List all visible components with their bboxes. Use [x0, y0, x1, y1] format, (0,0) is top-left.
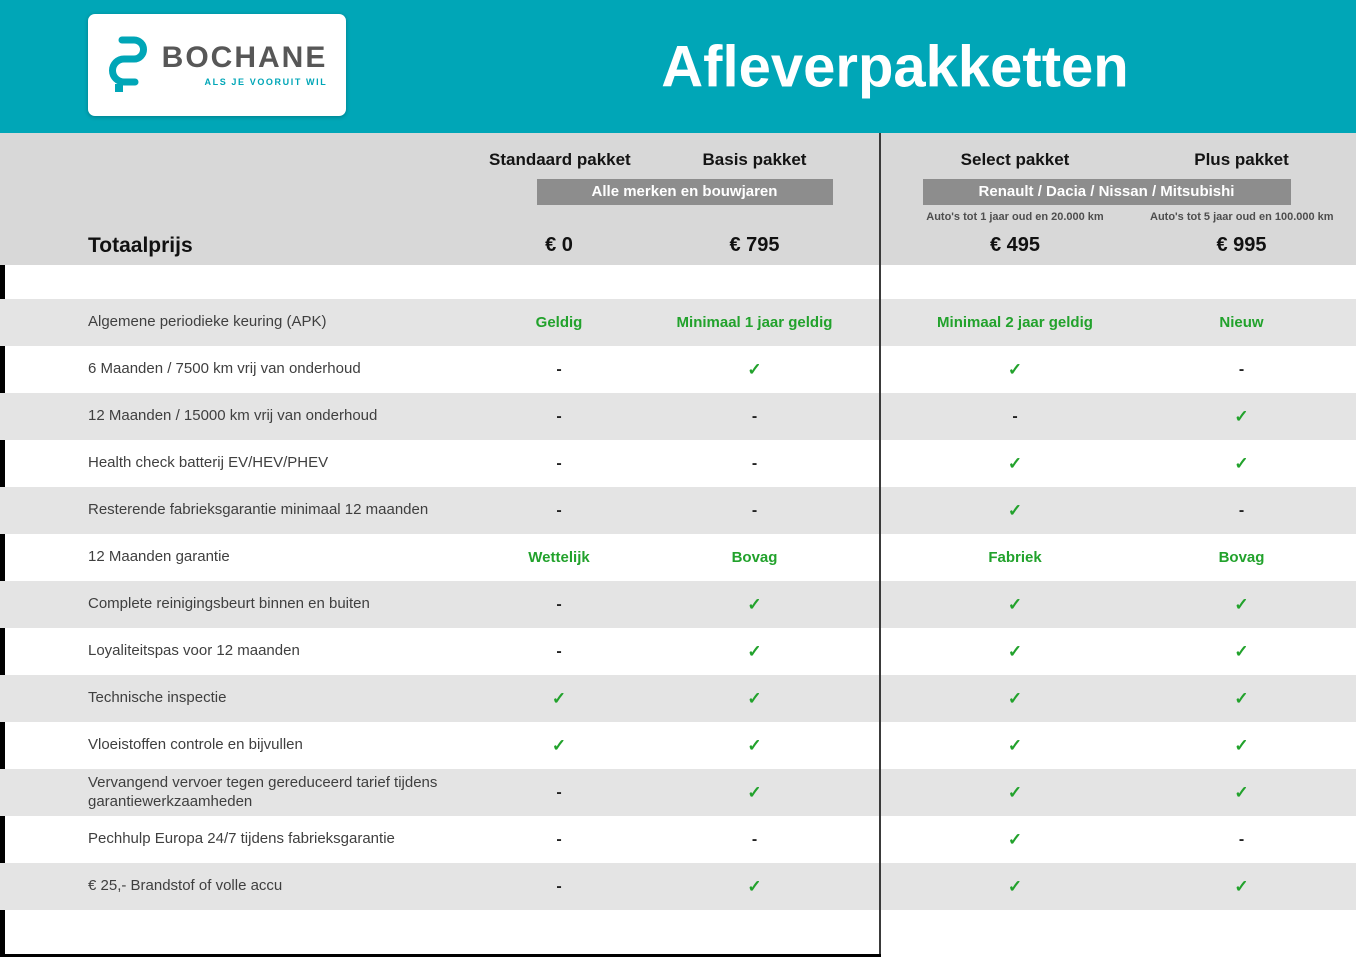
check-icon: ✓: [1007, 829, 1023, 849]
dash-mark: -: [556, 360, 562, 378]
check-icon: ✓: [1007, 359, 1023, 379]
logo-tagline: ALS JE VOORUIT WIL: [204, 77, 328, 87]
check-icon: ✓: [747, 688, 762, 708]
bochane-logo-icon: [107, 33, 153, 97]
totals-row: [0, 226, 1356, 265]
dash-mark: -: [556, 454, 562, 472]
table-row: [0, 346, 1356, 393]
table-row: [0, 769, 1356, 816]
total-price-basis: € 795: [729, 234, 780, 256]
check-icon: ✓: [1007, 594, 1023, 614]
row-label: 12 Maanden garantie: [88, 548, 230, 566]
table-row: [0, 581, 1356, 628]
table-row: [0, 440, 1356, 487]
check-icon: ✓: [1007, 641, 1023, 661]
value-text: Bovag: [731, 549, 778, 566]
total-price-plus: € 995: [1216, 234, 1267, 256]
dash-mark: -: [556, 642, 562, 660]
check-icon: ✓: [747, 735, 762, 755]
table-header: [0, 133, 1356, 265]
dash-mark: -: [556, 595, 562, 613]
bottom-border: [0, 954, 881, 957]
table-row: [0, 299, 1356, 346]
check-icon: ✓: [747, 876, 762, 896]
notes-row: [0, 208, 1356, 226]
column-header-basis: Basis pakket: [702, 150, 807, 169]
check-icon: ✓: [1007, 735, 1023, 755]
value-text: Minimaal 1 jaar geldig: [676, 314, 833, 331]
check-icon: ✓: [1234, 735, 1249, 755]
logo-text: [162, 43, 328, 87]
plus-pakket-note: Auto's tot 5 jaar oud en 100.000 km: [1150, 211, 1334, 223]
check-icon: ✓: [551, 688, 567, 708]
column-header-standaard: Standaard pakket: [489, 150, 631, 169]
table-row: [0, 675, 1356, 722]
column-group-divider: [879, 133, 881, 957]
check-icon: ✓: [747, 594, 762, 614]
check-icon: ✓: [1234, 688, 1249, 708]
dash-mark: -: [1238, 501, 1245, 519]
check-icon: ✓: [1007, 500, 1023, 520]
dash-mark: -: [1012, 407, 1018, 425]
row-label: € 25,- Brandstof of volle accu: [88, 877, 283, 895]
value-text: Minimaal 2 jaar geldig: [937, 314, 1093, 331]
value-text: Wettelijk: [528, 549, 590, 566]
column-header-select: Select pakket: [960, 150, 1070, 169]
spacer-row: [0, 265, 1356, 299]
dash-mark: -: [751, 830, 758, 848]
dash-mark: -: [556, 877, 562, 895]
table-row: [0, 487, 1356, 534]
row-label: Health check batterij EV/HEV/PHEV: [88, 454, 329, 472]
logo-inner: [107, 33, 328, 97]
row-label: Vervangend vervoer tegen gereduceerd tarief tijdens garantiewerkzaamheden: [88, 773, 438, 810]
check-icon: ✓: [1234, 876, 1249, 896]
column-header-plus: Plus pakket: [1194, 150, 1289, 169]
value-text: Nieuw: [1219, 314, 1264, 331]
bochane-logo: [88, 14, 346, 116]
badge-brands: Renault / Dacia / Nissan / Mitsubishi: [923, 179, 1291, 205]
check-icon: ✓: [1007, 876, 1023, 896]
dash-mark: -: [556, 783, 562, 801]
check-icon: ✓: [747, 641, 762, 661]
table-row: [0, 534, 1356, 581]
bottom-strip: [0, 910, 1356, 954]
dash-mark: -: [556, 830, 562, 848]
row-label: Resterende fabrieksgarantie minimaal 12 maanden: [88, 501, 429, 519]
dash-mark: -: [556, 501, 562, 519]
check-icon: ✓: [1007, 782, 1023, 802]
feature-rows: [0, 299, 1356, 910]
check-icon: ✓: [1234, 406, 1249, 426]
check-icon: ✓: [551, 735, 567, 755]
dash-mark: -: [1238, 830, 1245, 848]
table-row: [0, 393, 1356, 440]
row-label: Pechhulp Europa 24/7 tijdens fabrieksgarantie: [88, 830, 395, 848]
row-label: Vloeistoffen controle en bijvullen: [88, 736, 303, 754]
value-text: Bovag: [1218, 549, 1265, 566]
badge-alle-merken: Alle merken en bouwjaren: [537, 179, 833, 205]
total-price-standaard: € 0: [545, 234, 573, 256]
value-text: Geldig: [535, 314, 583, 331]
total-price-select: € 495: [989, 234, 1041, 256]
check-icon: ✓: [747, 782, 762, 802]
dash-mark: -: [751, 407, 758, 425]
dash-mark: -: [751, 501, 758, 519]
column-headers-row: [0, 147, 1356, 173]
value-text: Fabriek: [988, 549, 1042, 566]
check-icon: ✓: [1234, 641, 1249, 661]
select-pakket-note: Auto's tot 1 jaar oud en 20.000 km: [926, 211, 1104, 223]
check-icon: ✓: [1007, 453, 1023, 473]
check-icon: ✓: [1007, 688, 1023, 708]
check-icon: ✓: [1234, 782, 1249, 802]
row-label: Loyaliteitspas voor 12 maanden: [88, 642, 300, 660]
table-row: [0, 628, 1356, 675]
row-label: Complete reinigingsbeurt binnen en buiten: [88, 595, 370, 613]
page-title: Afleverpakketten: [661, 34, 1129, 99]
dash-mark: -: [556, 407, 562, 425]
table-row: [0, 722, 1356, 769]
totals-label: Totaalprijs: [88, 233, 193, 257]
row-label: Algemene periodieke keuring (APK): [88, 313, 327, 331]
row-label: 6 Maanden / 7500 km vrij van onderhoud: [88, 360, 361, 378]
check-icon: ✓: [1234, 453, 1249, 473]
logo-name: BOCHANE: [161, 41, 328, 74]
check-icon: ✓: [1234, 594, 1249, 614]
row-label: 12 Maanden / 15000 km vrij van onderhoud: [88, 407, 378, 425]
table-row: [0, 816, 1356, 863]
check-icon: ✓: [747, 359, 762, 379]
row-label: Technische inspectie: [88, 689, 227, 707]
dash-mark: -: [1238, 360, 1245, 378]
table-row: [0, 863, 1356, 910]
header-banner: [0, 0, 1356, 133]
badges-row: [0, 179, 1356, 205]
dash-mark: -: [751, 454, 758, 472]
